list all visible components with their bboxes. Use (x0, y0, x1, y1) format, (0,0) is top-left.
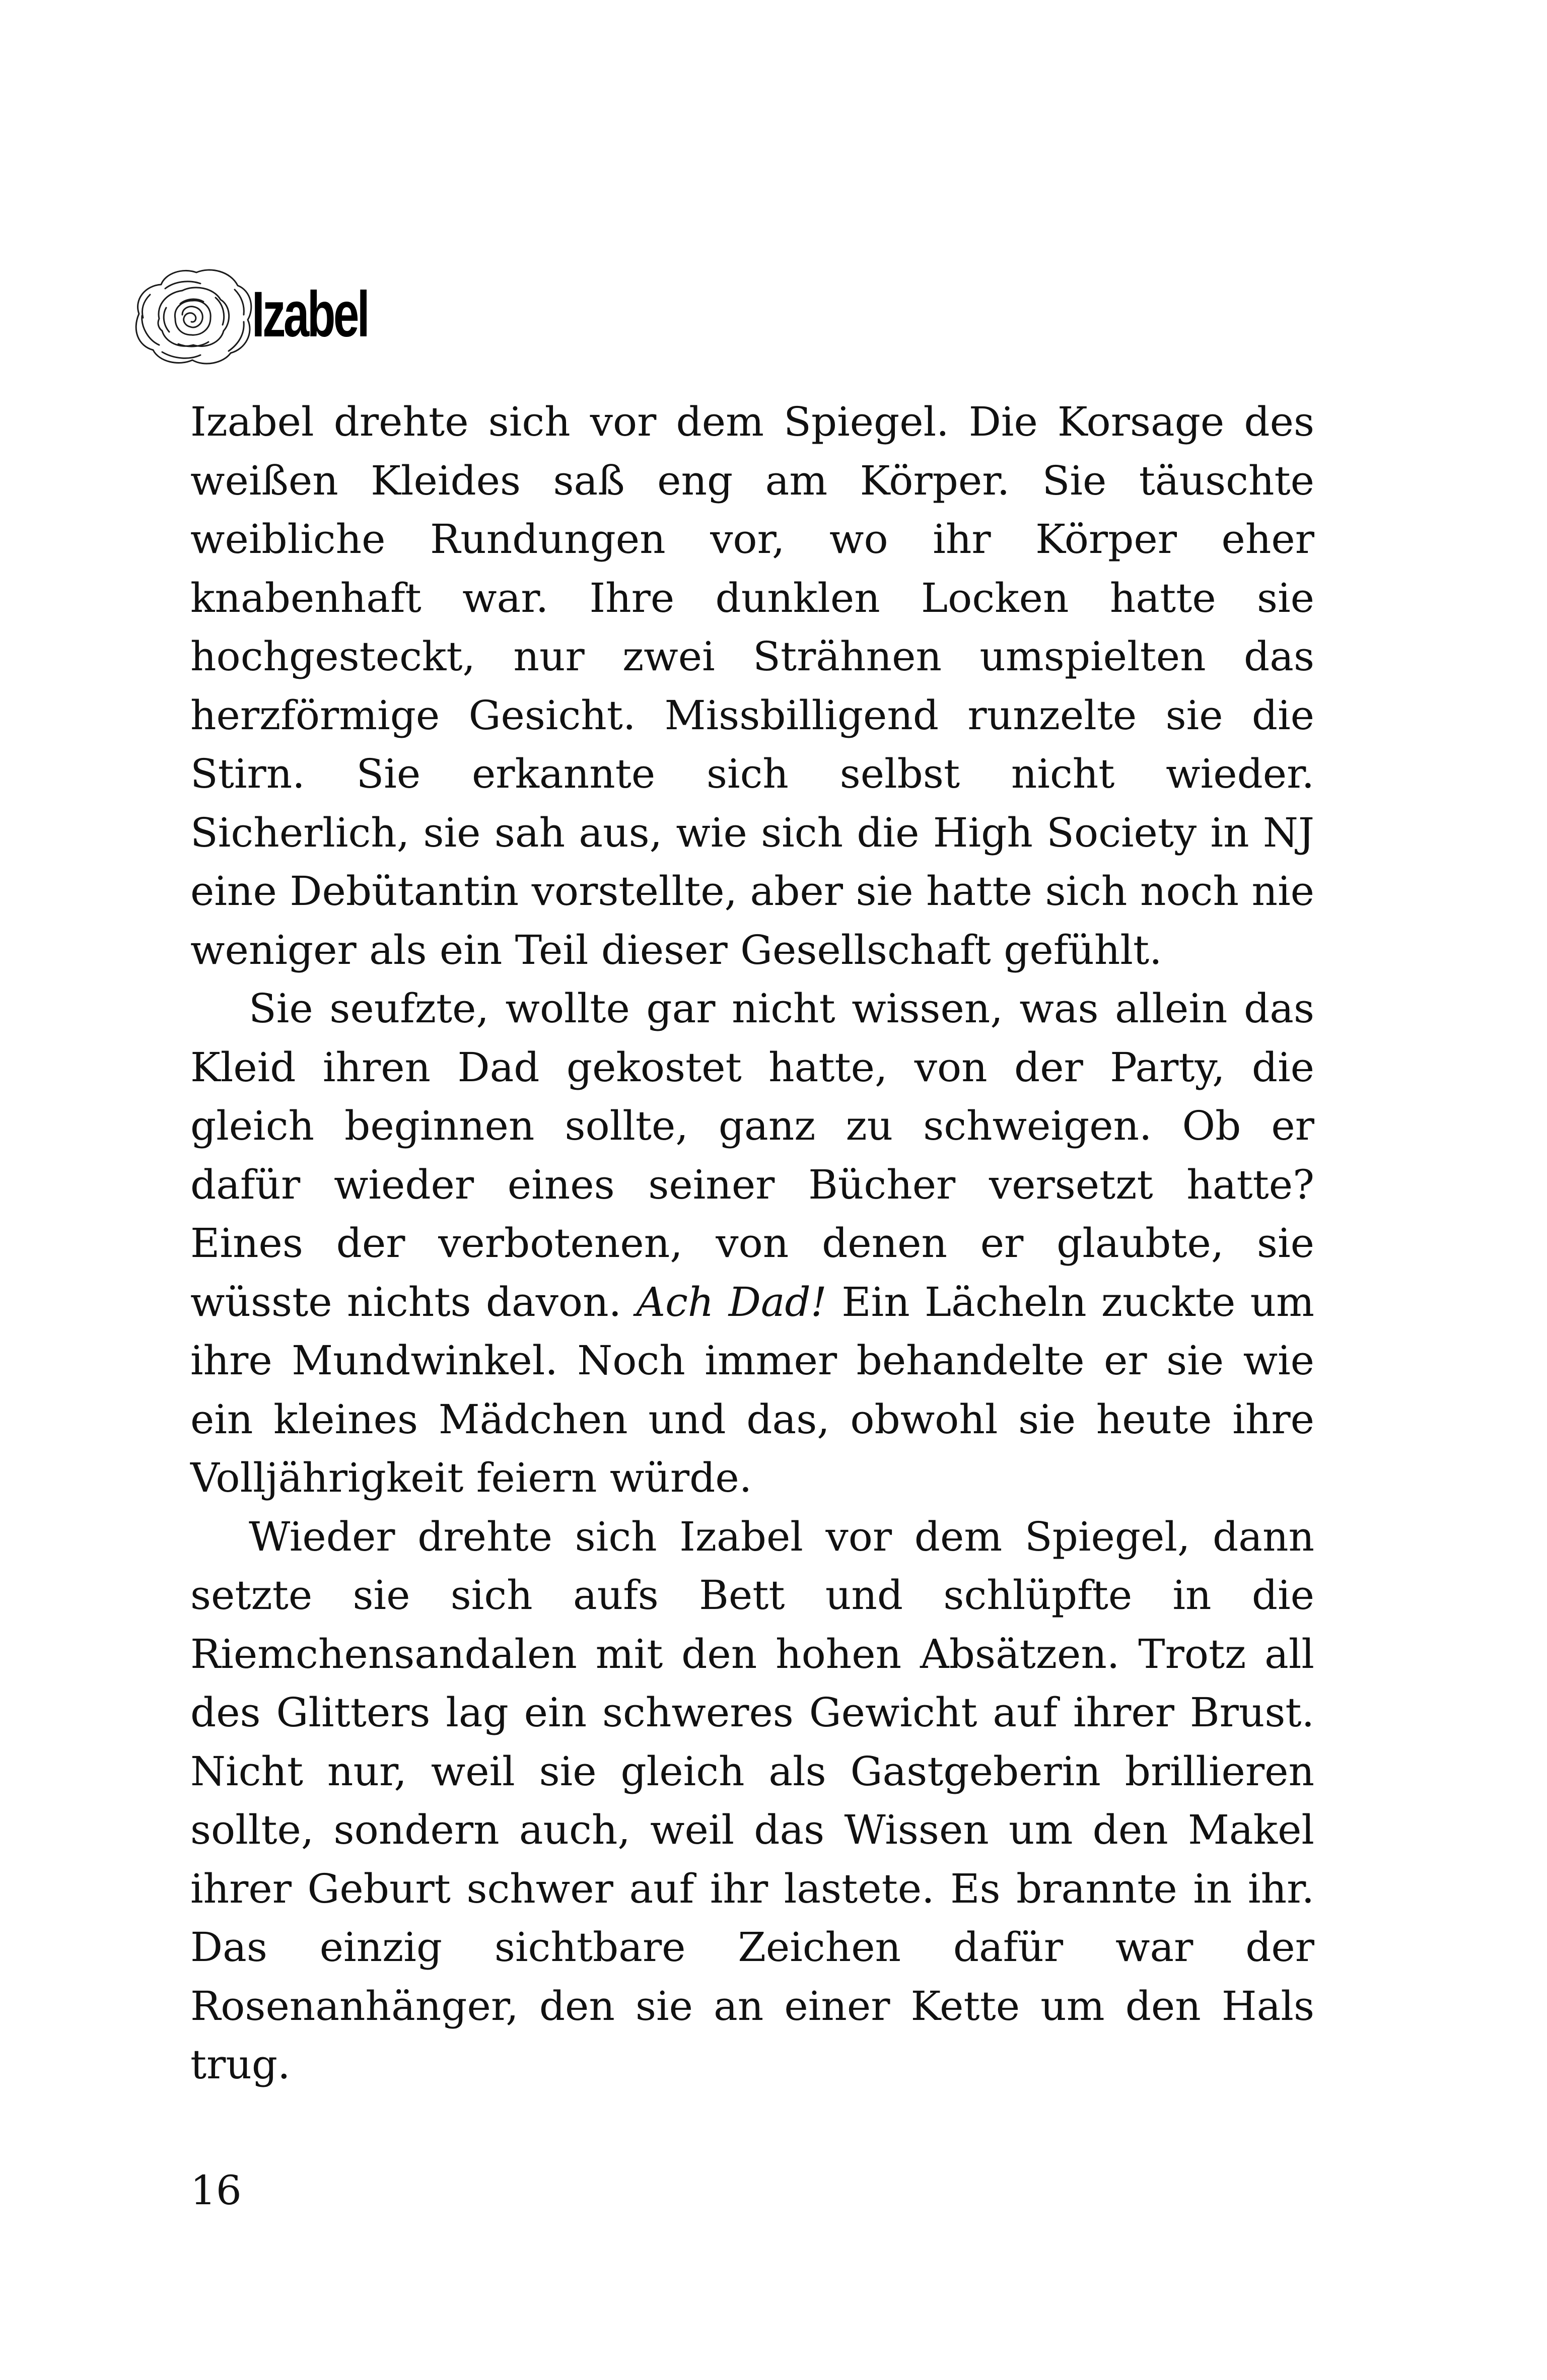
paragraph-2-text-start: Sie seufzte, wollte gar nicht wissen, was allein das Kleid ihren Dad gekostet hatte, von der Party, die gleich beginnen sollte, ganz zu schweigen. Ob er dafür wieder eines seiner Bücher versetzt hatte? Eines der verbotenen, von denen er glaubte, sie wüsste nichts davon. (190, 985, 1314, 1325)
page-number: 16 (190, 2167, 242, 2214)
body-text (190, 393, 1314, 2094)
paragraph-2 (190, 979, 1314, 1508)
chapter-heading (130, 259, 413, 370)
paragraph-3: Wieder drehte sich Izabel vor dem Spiegel, dann setzte sie sich aufs Bett und schlüpfte in die Riemchensandalen mit den hohen Absätzen. Trotz all des Glitters lag ein schweres Gewicht auf ihrer Brust. Nicht nur, weil sie gleich als Gastgeberin brillieren sollte, sondern auch, weil das Wissen um den Makel ihrer Geburt schwer auf ihr lastete. Es brannte in ihr. Das einzig sichtbare Zeichen dafür war der Rosenanhänger, den sie an einer Kette um den Hals trug. (190, 1513, 1314, 2088)
paragraph-1: Izabel drehte sich vor dem Spiegel. Die Korsage des weißen Kleides saß eng am Körper. Sie täuschte weibliche Rundungen vor, wo ihr Körper eher knabenhaft war. Ihre dunklen Locken hatte sie hochgesteckt, nur zwei Strähnen umspielten das herzförmige Gesicht. Missbilligend runzelte sie die Stirn. Sie erkannte sich selbst nicht wieder. Sicherlich, sie sah aus, wie sich die High Society in NJ eine Debütantin vorstellte, aber sie hatte sich noch nie weniger als ein Teil dieser Gesellschaft gefühlt. (190, 398, 1314, 973)
chapter-title: Izabel (252, 278, 368, 351)
rose-icon (130, 259, 256, 370)
paragraph-2-text-end: Ein Lächeln zuckte um ihre Mundwinkel. Noch immer behandelte er sie wie ein kleines Mädchen und das, obwohl sie heute ihre Volljährigkeit feiern würde. (190, 1278, 1315, 1501)
paragraph-2-italic-phrase: Ach Dad! (636, 1278, 827, 1325)
